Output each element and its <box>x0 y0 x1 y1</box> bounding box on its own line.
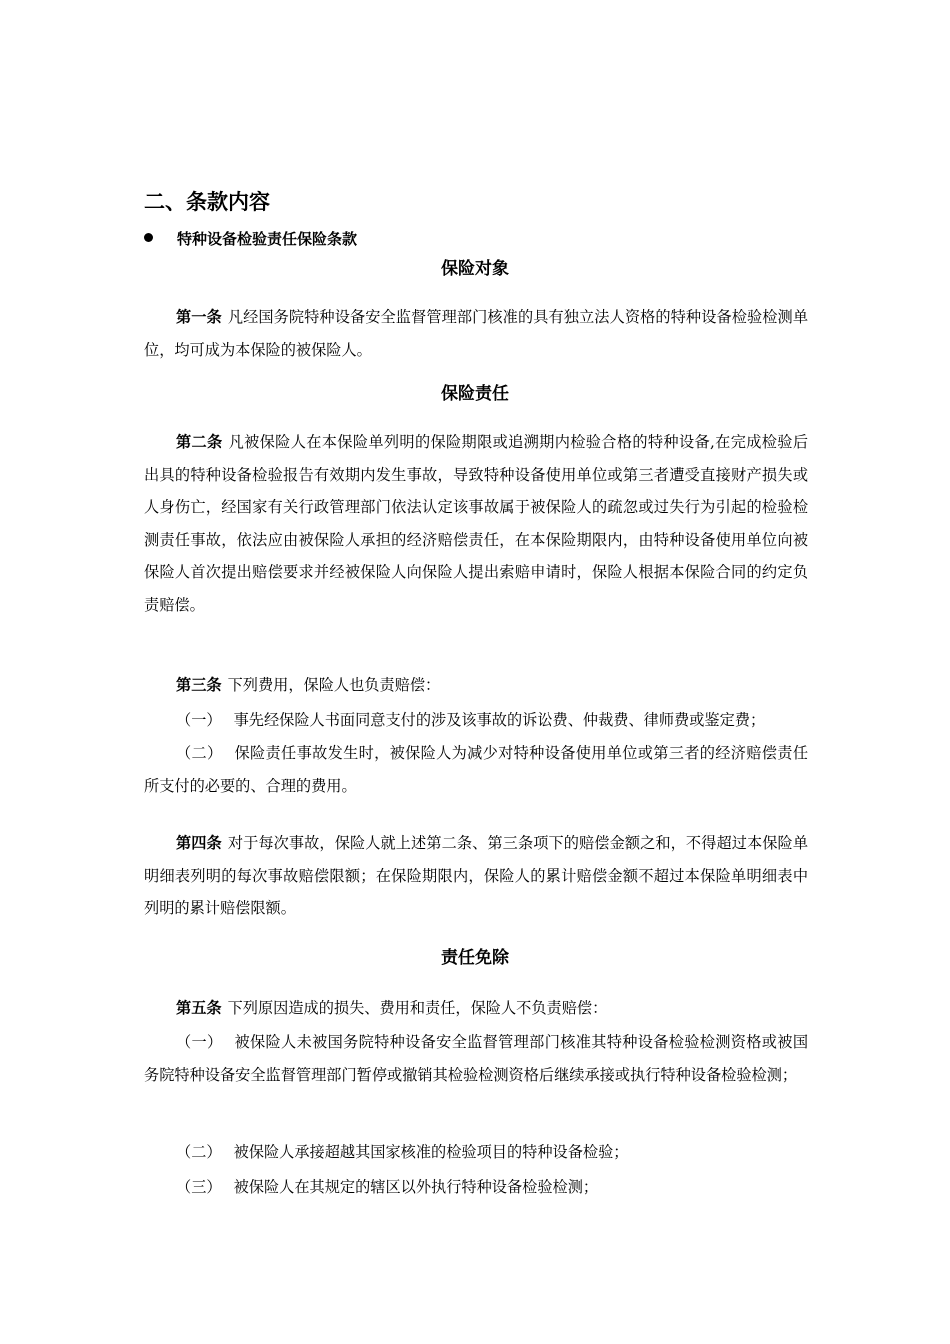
article-3 <box>144 669 808 702</box>
article-text: 对于每次事故，保险人就上述第二条、第三条项下的赔偿金额之和，不得超过本保险单明细表列明的每次事故赔偿限额；在保险期限内，保险人的累计赔偿金额不超过本保险单明细表中列明的累计赔偿限额。 <box>144 834 809 917</box>
clause-title <box>144 228 357 249</box>
article-1 <box>144 301 808 366</box>
item-number: （一） <box>176 711 222 729</box>
item-number: （二） <box>176 744 223 762</box>
article-text: 下列费用，保险人也负责赔偿： <box>227 676 441 694</box>
article-3-item-1 <box>144 704 808 737</box>
item-text: 被保险人在其规定的辖区以外执行特种设备检验检测； <box>233 1178 599 1196</box>
article-label: 第二条 <box>176 433 223 451</box>
article-label: 第三条 <box>176 676 222 694</box>
article-5 <box>144 992 808 1025</box>
article-text: 凡被保险人在本保险单列明的保险期限或追溯期内检验合格的特种设备,在完成检验后出具的特种设备检验报告有效期内发生事故，导致特种设备使用单位或第三者遭受直接财产损失或人身伤亡，经国家有关行政管理部门依法认定该事故属于被保险人的疏忽或过失行为引起的检验检测责任事故，依法应由被保险人承担的经济赔偿责任，在本保险期限内，由特种设备使用单位向被保险人首次提出赔偿要求并经被保险人向保险人提出索赔申请时，保险人根据本保险合同的约定负责赔偿。 <box>144 433 809 614</box>
chapter-heading: 二、条款内容 <box>144 190 270 214</box>
article-5-item-3 <box>144 1171 808 1204</box>
section-title-liability: 保险责任 <box>441 384 509 404</box>
article-label: 第一条 <box>176 308 222 326</box>
article-4 <box>144 827 808 925</box>
item-number: （三） <box>176 1178 222 1196</box>
item-text: 被保险人承接超越其国家核准的检验项目的特种设备检验； <box>233 1143 629 1161</box>
section-title-exclusions: 责任免除 <box>441 948 509 968</box>
section-title-insured: 保险对象 <box>441 259 509 279</box>
bullet-icon <box>144 233 153 242</box>
article-label: 第四条 <box>176 834 222 852</box>
article-2 <box>144 426 808 621</box>
article-label: 第五条 <box>176 999 222 1017</box>
clause-title-text: 特种设备检验责任保险条款 <box>177 230 358 248</box>
article-text: 下列原因造成的损失、费用和责任，保险人不负责赔偿： <box>227 999 608 1017</box>
item-number: （二） <box>176 1143 222 1161</box>
article-text: 凡经国务院特种设备安全监督管理部门核准的具有独立法人资格的特种设备检验检测单位，均可成为本保险的被保险人。 <box>144 308 809 359</box>
item-text: 保险责任事故发生时，被保险人为减少对特种设备使用单位或第三者的经济赔偿责任所支付的必要的、合理的费用。 <box>144 744 809 795</box>
item-number: （一） <box>176 1033 223 1051</box>
article-5-item-1 <box>144 1026 808 1091</box>
article-5-item-2 <box>144 1136 808 1169</box>
article-3-item-2 <box>144 737 808 802</box>
item-text: 事先经保险人书面同意支付的涉及该事故的诉讼费、仲裁费、律师费或鉴定费； <box>233 711 766 729</box>
item-text: 被保险人未被国务院特种设备安全监督管理部门核准其特种设备检验检测资格或被国务院特种设备安全监督管理部门暂停或撤销其检验检测资格后继续承接或执行特种设备检验检测； <box>144 1033 809 1084</box>
